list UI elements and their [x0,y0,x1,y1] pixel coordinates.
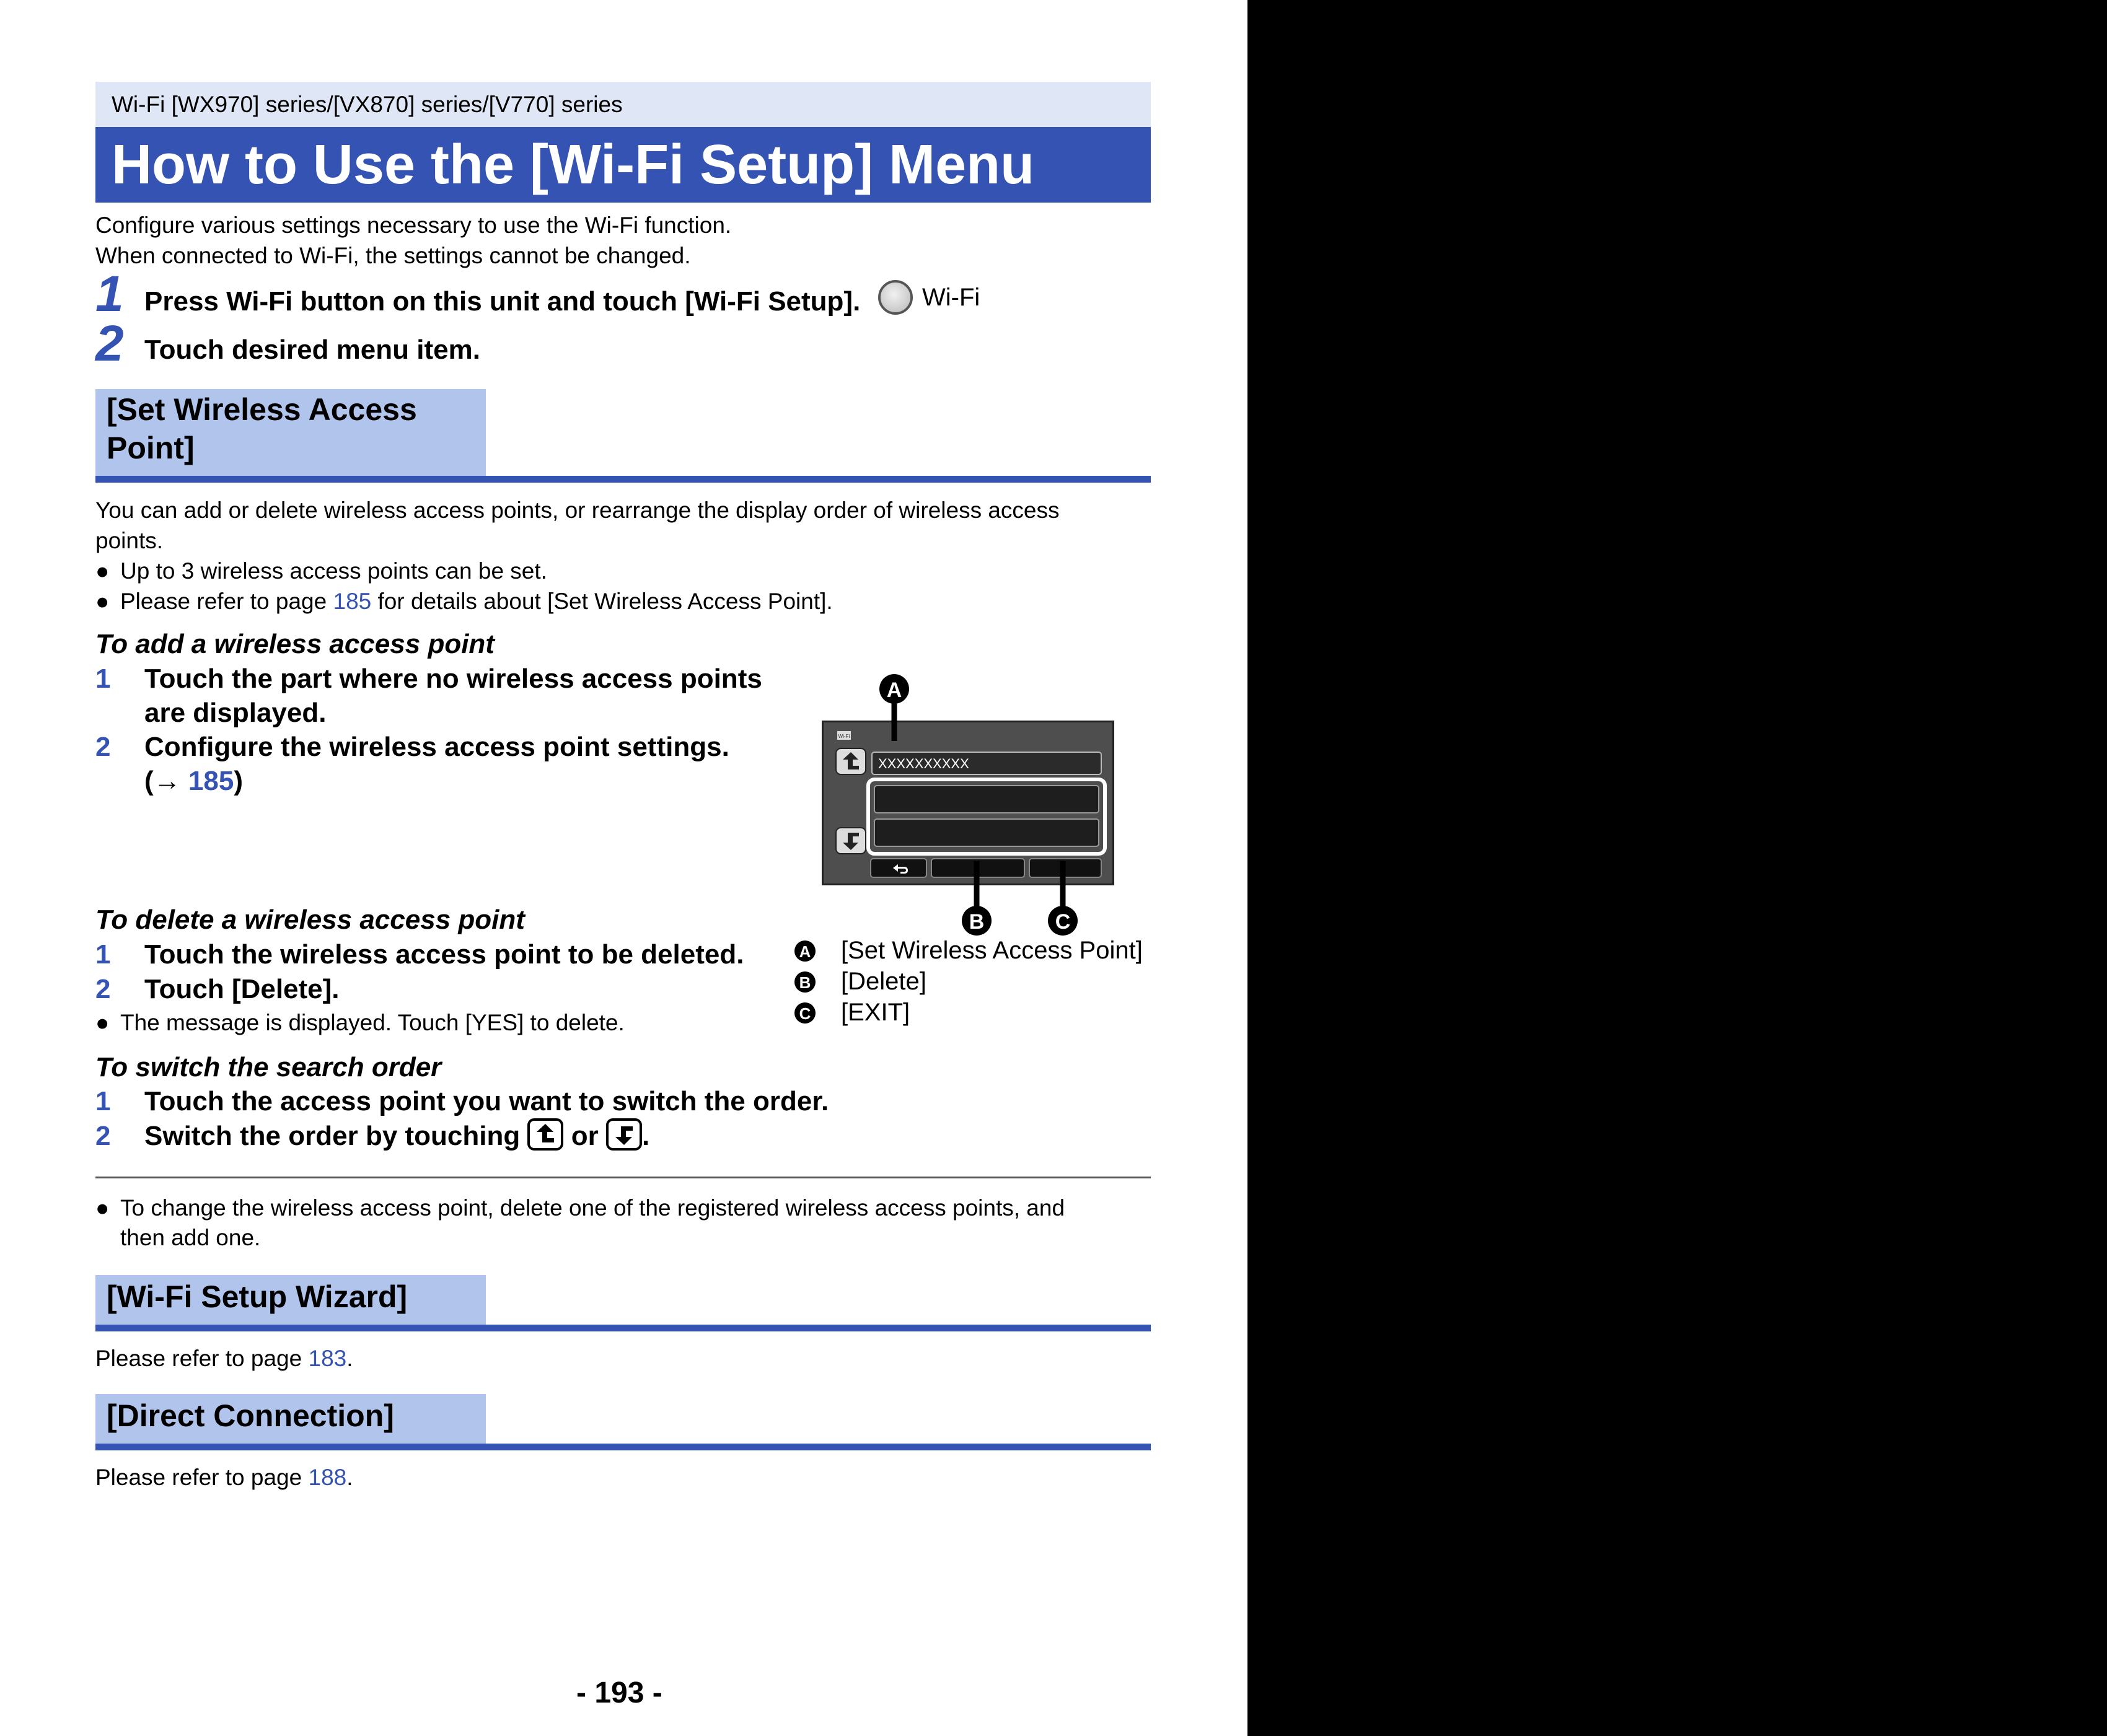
legend-text-a: [Set Wireless Access Point] [841,937,1143,964]
wifi-button-label: Wi-Fi [922,284,980,311]
screen-entry-text: XXXXXXXXXX [878,756,969,771]
bullet-dot: ● [95,1010,110,1035]
intro-line-1: Configure various settings necessary to use the Wi-Fi function. [95,213,732,238]
step-text-2: Touch desired menu item. [144,335,480,365]
section-rule [95,1325,1151,1331]
ref-text-post: . [346,1465,353,1490]
bullet-dot: ● [95,1195,110,1221]
legend-marker-b [794,971,816,993]
delete-step-1: Touch the wireless access point to be deleted. [144,939,744,970]
series-label: Wi-Fi [WX970] series/[VX870] series/[V770] series [112,92,623,117]
change-note-line-2: then add one. [120,1225,261,1250]
switch-step-1: Touch the access point you want to switch the order. [144,1086,829,1116]
switch-step-number-2: 2 [95,1121,111,1151]
bullet-text-post: for details about [Set Wireless Access Point]. [371,589,833,614]
switch-step-number-1: 1 [95,1086,111,1116]
callout-marker-b [962,906,992,936]
delete-step-2: Touch [Delete]. [144,974,340,1004]
page-link-183[interactable]: 183 [308,1346,347,1371]
bullet-dot: ● [95,558,110,584]
callout-letter-a: A [886,678,902,702]
set-ap-desc-line-1: You can add or delete wireless access points, or rearrange the display order of wireless access [95,498,1060,523]
switch-step-2-end: . [641,1121,650,1152]
ref-close: ) [234,766,243,796]
delete-step-number-1: 1 [95,939,111,970]
section-title-line-2: Point] [107,431,195,465]
page-number: - 193 - [576,1677,662,1709]
add-step-number-2: 2 [95,732,111,762]
step-number-2: 2 [95,315,124,372]
add-step-number-1: 1 [95,664,111,694]
ref-open: (→ [144,766,188,796]
bullet-text: To change the wireless access point, delete one of the registered wireless access points, and [120,1195,1065,1221]
add-step-1-line-1: Touch the part where no wireless access points [144,664,762,694]
switch-step-2-text: Switch the order by touching [144,1121,521,1152]
bullet-text: Up to 3 wireless access points can be set. [120,558,547,584]
legend-letter-c: C [799,1004,811,1023]
add-heading: To add a wireless access point [95,629,495,659]
bullet-text-pre: Please refer to page [120,589,333,614]
add-step-1-line-2: are displayed. [144,698,327,728]
section-title-direct: [Direct Connection] [107,1398,394,1433]
legend-marker-a [794,940,816,962]
legend-text-c: [EXIT] [841,999,910,1026]
callout-marker-a [879,674,909,704]
legend-text-b: [Delete] [841,968,926,995]
switch-heading: To switch the search order [95,1052,442,1082]
step-text-1: Press Wi-Fi button on this unit and touch [Wi-Fi Setup]. [144,286,861,317]
callout-marker-c [1048,906,1078,936]
section-rule [95,1444,1151,1450]
add-step-2: Configure the wireless access point settings. [144,732,729,762]
ref-text-pre: Please refer to page [95,1346,309,1371]
step-number-1: 1 [95,266,124,322]
section-title-wizard: [Wi-Fi Setup Wizard] [107,1279,408,1314]
section-title-line-1: [Set Wireless Access [107,392,417,427]
switch-step-2-or: or [571,1121,599,1152]
page-title: How to Use the [Wi-Fi Setup] Menu [112,134,1035,196]
intro-line-2: When connected to Wi-Fi, the settings cannot be changed. [95,243,691,268]
wizard-ref [95,1346,353,1372]
ref-text-pre: Please refer to page [95,1465,309,1490]
delete-step-number-2: 2 [95,974,111,1004]
page-link-185[interactable]: 185 [188,766,234,796]
delete-heading: To delete a wireless access point [95,905,525,935]
legend-letter-b: B [799,973,811,992]
page-link-185[interactable]: 185 [333,589,372,614]
callout-letter-b: B [969,910,985,934]
divider [95,1177,1151,1178]
ref-text-post: . [346,1346,353,1371]
bullet-text: The message is displayed. Touch [YES] to delete. [120,1010,625,1035]
screen-wifi-label: Wi-Fi [838,734,850,739]
bullet-dot: ● [95,589,110,614]
direct-ref [95,1465,353,1491]
legend-marker-c [794,1002,816,1024]
black-margin-panel [1247,0,2107,1736]
legend-letter-a: A [799,942,811,961]
change-note-line-1 [95,1195,1065,1221]
callout-letter-c: C [1055,910,1071,934]
set-ap-desc-line-2: points. [95,528,164,553]
page-link-188[interactable]: 188 [308,1465,347,1490]
